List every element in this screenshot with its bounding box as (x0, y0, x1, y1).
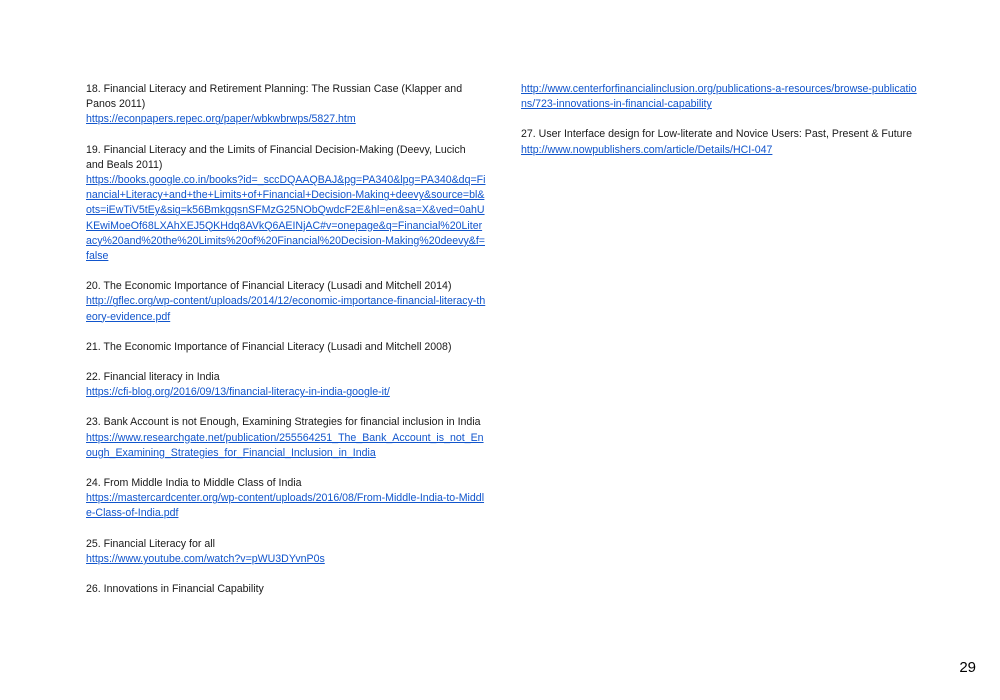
reference-title: 25. Financial Literacy for all (86, 537, 215, 550)
reference-25 (86, 537, 486, 567)
reference-link[interactable]: https://cfi-blog.org/2016/09/13/financial-literacy-in-india-google-it/ (86, 386, 390, 399)
reference-link[interactable]: https://econpapers.repec.org/paper/wbkwbrwps/5827.htm (86, 113, 356, 126)
reference-18 (86, 82, 486, 128)
reference-23 (86, 415, 486, 461)
reference-link[interactable]: https://books.google.co.in/books?id=_sccDQAAQBAJ&pg=PA340&lpg=PA340&dq=Financial+Literacy+and+the+Limits+of+Financial+Decision-Making+deevy&source=bl&ots=iEwTiV5tEy&sig=k56BmkgqsnSFMzG25NObQwdcF2E&hl=en&sa=X&ved=0ahUKEwiMoeOf68LXAhXEJ5QKHdq8AVkQ6AEINjAC#v=onepage&q=Financial%20Literacy%20and%20the%20Limits%20of%20Financial%20Decision-Making%20deevy&f=false (86, 174, 486, 263)
reference-title: 20. The Economic Importance of Financial Literacy (Lusadi and Mitchell 2014) (86, 280, 452, 293)
references-right-column (521, 82, 921, 173)
reference-title: 19. Financial Literacy and the Limits of Financial Decision-Making (Deevy, Lucich and Beals 2011) (86, 143, 466, 171)
reference-link[interactable]: http://www.nowpublishers.com/article/Details/HCI-047 (521, 143, 773, 156)
reference-title: 27. User Interface design for Low-literate and Novice Users: Past, Present & Future (521, 128, 912, 141)
reference-title: 21. The Economic Importance of Financial Literacy (Lusadi and Mitchell 2008) (86, 340, 452, 353)
reference-link[interactable]: http://gflec.org/wp-content/uploads/2014/12/economic-importance-financial-literacy-theory-evidence.pdf (86, 295, 486, 323)
reference-title: 23. Bank Account is not Enough, Examining Strategies for financial inclusion in India (86, 416, 481, 429)
reference-title: 18. Financial Literacy and Retirement Planning: The Russian Case (Klapper and Panos 2011) (86, 83, 463, 111)
references-left-column (86, 82, 486, 612)
reference-link[interactable]: https://mastercardcenter.org/wp-content/uploads/2016/08/From-Middle-India-to-Middle-Class-of-India.pdf (86, 492, 485, 520)
reference-26-continued (521, 82, 921, 112)
reference-title: 24. From Middle India to Middle Class of India (86, 477, 302, 490)
page-number: 29 (959, 659, 976, 676)
reference-19 (86, 143, 486, 265)
reference-link[interactable]: https://www.youtube.com/watch?v=pWU3DYvnP0s (86, 552, 325, 565)
reference-24 (86, 476, 486, 522)
reference-22 (86, 370, 486, 400)
reference-26 (86, 582, 486, 597)
reference-title: 22. Financial literacy in India (86, 371, 220, 384)
reference-link[interactable]: http://www.centerforfinancialinclusion.org/publications-a-resources/browse-publications/723-innovations-in-financial-capability (521, 83, 917, 111)
reference-21 (86, 340, 486, 355)
reference-20 (86, 279, 486, 325)
reference-link[interactable]: https://www.researchgate.net/publication/255564251_The_Bank_Account_is_not_Enough_Examining_Strategies_for_Financial_Inclusion_in_India (86, 431, 484, 459)
reference-27 (521, 127, 921, 157)
reference-title: 26. Innovations in Financial Capability (86, 583, 264, 596)
